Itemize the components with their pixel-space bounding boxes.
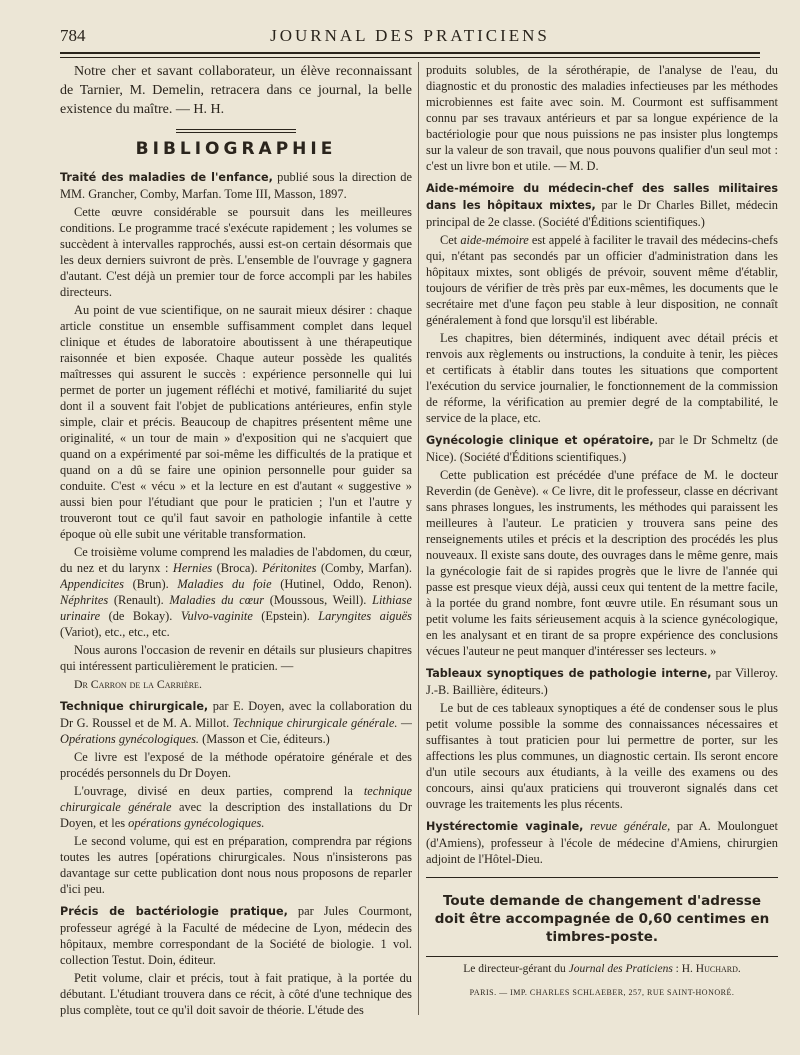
- entry-heading: [60, 169, 412, 202]
- text-run: Le directeur-gérant du: [463, 963, 569, 975]
- review-entry-bacteriologie: [60, 903, 412, 1018]
- entry-heading: [426, 818, 778, 867]
- entry-paragraph: Cette publication est précédée d'une préface de M. le docteur Reverdin (de Genève). « Ce livre, dit le professeur, classe en décrivant sans phrases longues, les instruments, les méthodes qui paraissent les meilleures à l'auteur. Le praticien y trouvera sans peine des renseignements utiles et précis et la description des procédés les plus nouveaux. Il existe sans doute, des ouvrages dans le même genre, mais la gynécologie fait de si rapides progrès que le livre de l'année qui passe est presque vieux déjà, aussi ceux qui tentent de la mettre facile, à la portée du grand nombre, font œuvre utile. En résumant sous un petit volume les faits sérieusement acquis à la science gynécologique, en les analysant et en tirant de sa propre expérience des conclusions vécues l'auteur ne peut manquer d'intéresser ses lecteurs. »: [426, 468, 778, 658]
- entry-paragraph: [60, 544, 412, 640]
- text-run: (Masson et Cie, éditeurs.): [199, 732, 330, 746]
- italic-run: revue générale,: [583, 819, 671, 833]
- section-rules: [176, 129, 296, 133]
- entry-paragraph: [60, 783, 412, 831]
- text-run: (Variot), etc., etc., etc.: [60, 625, 170, 639]
- entry-paragraph: Cette œuvre considérable se poursuit dans les meilleures conditions. Le programme tracé s'exécute rapidement ; les volumes se succèdent à intervalles rapprochés, aussi est-on certain désormais que les deux derniers suivront de près. L'ensemble de l'ouvrage y gagnera d'autant. C'est déjà un premier tour de force accompli par les habiles directeurs.: [60, 205, 412, 299]
- text-run: (Brun).: [124, 577, 178, 591]
- entry-lead: par le Dr Schmeltz (de Nice). (Société d'Éditions scientifiques.): [426, 433, 778, 464]
- entry-lead: par A. Moulonguet (d'Amiens), professeur à l'école de médecine d'Amiens, chirurgien adjoint de l'Hôtel-Dieu.: [426, 819, 778, 866]
- entry-heading: [426, 180, 778, 230]
- entry-heading: [426, 665, 778, 698]
- italic-run: Néphrites: [60, 593, 109, 607]
- text-run: (Epstein).: [252, 609, 319, 623]
- manager-rule: [426, 956, 778, 957]
- entry-heading: [60, 698, 412, 747]
- text-run: avec la description des installations du Dr Doyen, et les: [60, 800, 412, 830]
- page-header: [60, 22, 760, 52]
- director-line: [426, 961, 778, 977]
- italic-run: Appendicites: [60, 577, 124, 591]
- entry-title: Tableaux synoptiques de pathologie interne,: [426, 667, 712, 680]
- italic-run: opérations gynécologiques.: [128, 816, 265, 830]
- italic-run: Vulvo-vaginite: [180, 609, 253, 623]
- running-title: JOURNAL DES PRATICIENS: [270, 26, 550, 45]
- italic-run: Péritonites: [262, 561, 317, 575]
- entry-lead: par le Dr Charles Billet, médecin principal de 2e classe. (Société d'Éditions scientifiques.): [426, 198, 778, 229]
- intro-paragraph: Notre cher et savant collaborateur, un élève reconnaissant de Tarnier, M. Demelin, retracera dans ce journal, la belle existence du maître. — H. H.: [60, 64, 412, 117]
- text-run: Cet: [440, 233, 461, 247]
- header-rule: [60, 52, 760, 58]
- entry-paragraph: Les chapitres, bien déterminés, indiquent avec détail précis et renvois aux règlements ou instructions, la conduite à tenir, les pièces et certificats à établir dans toutes les situations que comportent l'exécution du service journalier, le fonctionnement de la commission de réforme, la vérification au premier degré de la comptabilité, le service de la place, etc.: [426, 331, 778, 425]
- entry-paragraph: Petit volume, clair et précis, tout à fait pratique, à la portée du débutant. L'étudiant trouvera dans ce récit, à côté d'une technique des plus complète, tout ce qu'il doit savoir de théorie. L'étude des: [60, 971, 412, 1017]
- printer-imprint: PARIS. — IMP. CHARLES SCHLAEBER, 257, RUE SAINT-HONORÉ.: [469, 988, 735, 997]
- text-run: Ce troisième volume comprend les maladies de l'abdomen, du cœur, du nez et du larynx :: [60, 545, 412, 575]
- italic-run: Maladies du foie: [177, 577, 272, 591]
- text-run: est appelé à faciliter le travail des médecins-chefs qui, n'étant pas secondés par un officier d'administration dans les hôpitaux mixtes, sont obligés de prévoir, souvent même d'établir, toujours de vérifier de très près par eux-mêmes, les documents que le secrétaire met d'une façon peu stable à leur disposition, ne connaît généralement à fond que lorsqu'il est libérable.: [426, 233, 778, 327]
- italic-run: technique chirurgicale générale: [60, 784, 412, 814]
- text-run: (de Bokay).: [100, 609, 181, 623]
- entry-paragraph: Nous aurons l'occasion de revenir en détails sur plusieurs chapitres qui intéressent particulièrement le praticien. —: [60, 643, 412, 673]
- italic-run: Journal des Praticiens: [568, 963, 673, 975]
- italic-run: Lithiase urinaire: [60, 593, 412, 623]
- review-signature: Dr Carron de la Carrière.: [74, 677, 202, 691]
- entry-title: Aide-mémoire du médecin-chef des salles militaires dans les hôpitaux mixtes,: [426, 182, 778, 212]
- left-column: [60, 62, 412, 1037]
- review-entry-tableaux-synoptiques: [426, 665, 778, 812]
- entry-title: Gynécologie clinique et opératoire,: [426, 434, 654, 447]
- review-entry-aide-memoire: [426, 180, 778, 426]
- entry-lead: publié sous la direction de MM. Grancher, Comby, Marfan. Tome III, Masson, 1897.: [60, 170, 412, 201]
- entry-title: Traité des maladies de l'enfance,: [60, 171, 273, 184]
- entry-paragraph: Ce livre est l'exposé de la méthode opératoire générale et des procédés personnels du Dr Doyen.: [60, 750, 412, 780]
- review-entry-gynecologie: [426, 432, 778, 659]
- review-entry-hysterectomie: [426, 818, 778, 867]
- review-entry-technique-chirurgicale: [60, 698, 412, 897]
- entry-paragraph: Le but de ces tableaux synoptiques a été de condenser sous le plus petit volume possible la somme des connaissances nécessaires et suffisantes à tout praticien pour lui permettre de porter, sur les affections les plus communes, un diagnostic certain. Ils seront encore d'un utile secours aux étudiants, à la veille des examens ou des concours, ainsi qu'aux praticiens qui trouveront signalés dans cet ouvrage les traitements les plus récents.: [426, 701, 778, 811]
- italic-run: aide-mémoire: [460, 233, 529, 247]
- review-entry-maladies-enfance: [60, 169, 412, 692]
- entry-title: Hystérectomie vaginale,: [426, 820, 584, 833]
- page-number: 784: [60, 26, 86, 45]
- text-run: (Broca).: [212, 561, 263, 575]
- address-change-notice: Toute demande de changement d'adresse doit être accompagnée de 0,60 centimes en timbres-poste.: [434, 893, 770, 945]
- entry-lead: par Villeroy. J.-B. Baillière, éditeurs.): [426, 666, 778, 697]
- column-divider: [418, 62, 419, 1015]
- italic-run: Hernies: [172, 561, 213, 575]
- entry-paragraph-continued: produits solubles, de la sérothérapie, de l'analyse de l'eau, du diagnostic et du pronostic des maladies infectieuses par les méthodes microbiennes est faite avec soin. M. Courmont est suffisamment connu par ses travaux antérieurs et par sa longue expérience de la bactériologie pour que nous puissions ne pas insister plus longtemps sur la valeur de son travail, que nous pouvons qualifier d'un seul mot : c'est un livre bon et utile. — M. D.: [426, 63, 778, 173]
- italic-run: Laryngites aiguës: [318, 609, 412, 623]
- entry-title: Précis de bactériologie pratique,: [60, 905, 288, 918]
- entry-paragraph: Le second volume, qui est en préparation, comprendra par régions toutes les autres [opérations chirurgicales. Nous n'insisterons pas davantage sur cette publication dont nous nous proposons de reparler d'ici peu.: [60, 834, 412, 896]
- entry-paragraph: [426, 232, 778, 328]
- entry-lead: par E. Doyen, avec la collaboration du Dr G. Roussel et de M. A. Millot.: [60, 699, 412, 730]
- italic-run: Technique chirurgicale générale. — Opérations gynécologiques.: [60, 716, 412, 746]
- notice-rule: [426, 877, 778, 878]
- text-run: (Hutinel, Oddo, Renon).: [271, 577, 412, 591]
- entry-heading: [60, 903, 412, 968]
- section-title: BIBLIOGRAPHIE: [135, 139, 337, 159]
- entry-title: Technique chirurgicale,: [60, 700, 209, 713]
- entry-heading: [426, 432, 778, 465]
- text-run: (Comby, Marfan).: [316, 561, 412, 575]
- right-column: [426, 62, 778, 1037]
- entry-lead: par Jules Courmont, professeur agrégé à la Faculté de médecine de Lyon, médecin des hôpitaux, membre correspondant de la Société de biologie. 1 vol. collection Testut. Doin, éditeur.: [60, 904, 412, 967]
- text-run: (Moussous, Weill).: [264, 593, 373, 607]
- entry-paragraph: Au point de vue scientifique, on ne saurait mieux désirer : chaque article constitue un ensemble suffisamment complet dans lequel clinique et études de laboratoire aboutissent à une thérapeutique raisonnée et bien exposée. Chaque auteur possède les qualités maîtresses qui assurent le succès : expérience personnelle qui lui permet de porter un jugement réfléchi et motivé, familiarité du sujet dont il a souvent fait l'objet de publications antérieures, enfin style simple, clair et précis. Beaucoup de chapitres présentent même une originalité, « un tour de main » d'exposition qui ne s'acquiert que quand on a expérimenté par soi-même les difficultés de la pratique et quand on a dû se faire une opinion personnelle pour guider sa conduite. C'est « vécu » et la lecture en est d'autant « suggestive » aussi bien pour l'étudiant que pour le praticien ; l'un et l'autre y trouveront tout ce qu'il faut savoir en pathologie infantile à cette époque où elle subit une véritable transformation.: [60, 303, 412, 541]
- text-run: (Renault).: [108, 593, 170, 607]
- text-run: : H. Huchard.: [672, 963, 741, 975]
- text-run: L'ouvrage, divisé en deux parties, comprend la: [74, 784, 364, 798]
- italic-run: Maladies du cœur: [169, 593, 265, 607]
